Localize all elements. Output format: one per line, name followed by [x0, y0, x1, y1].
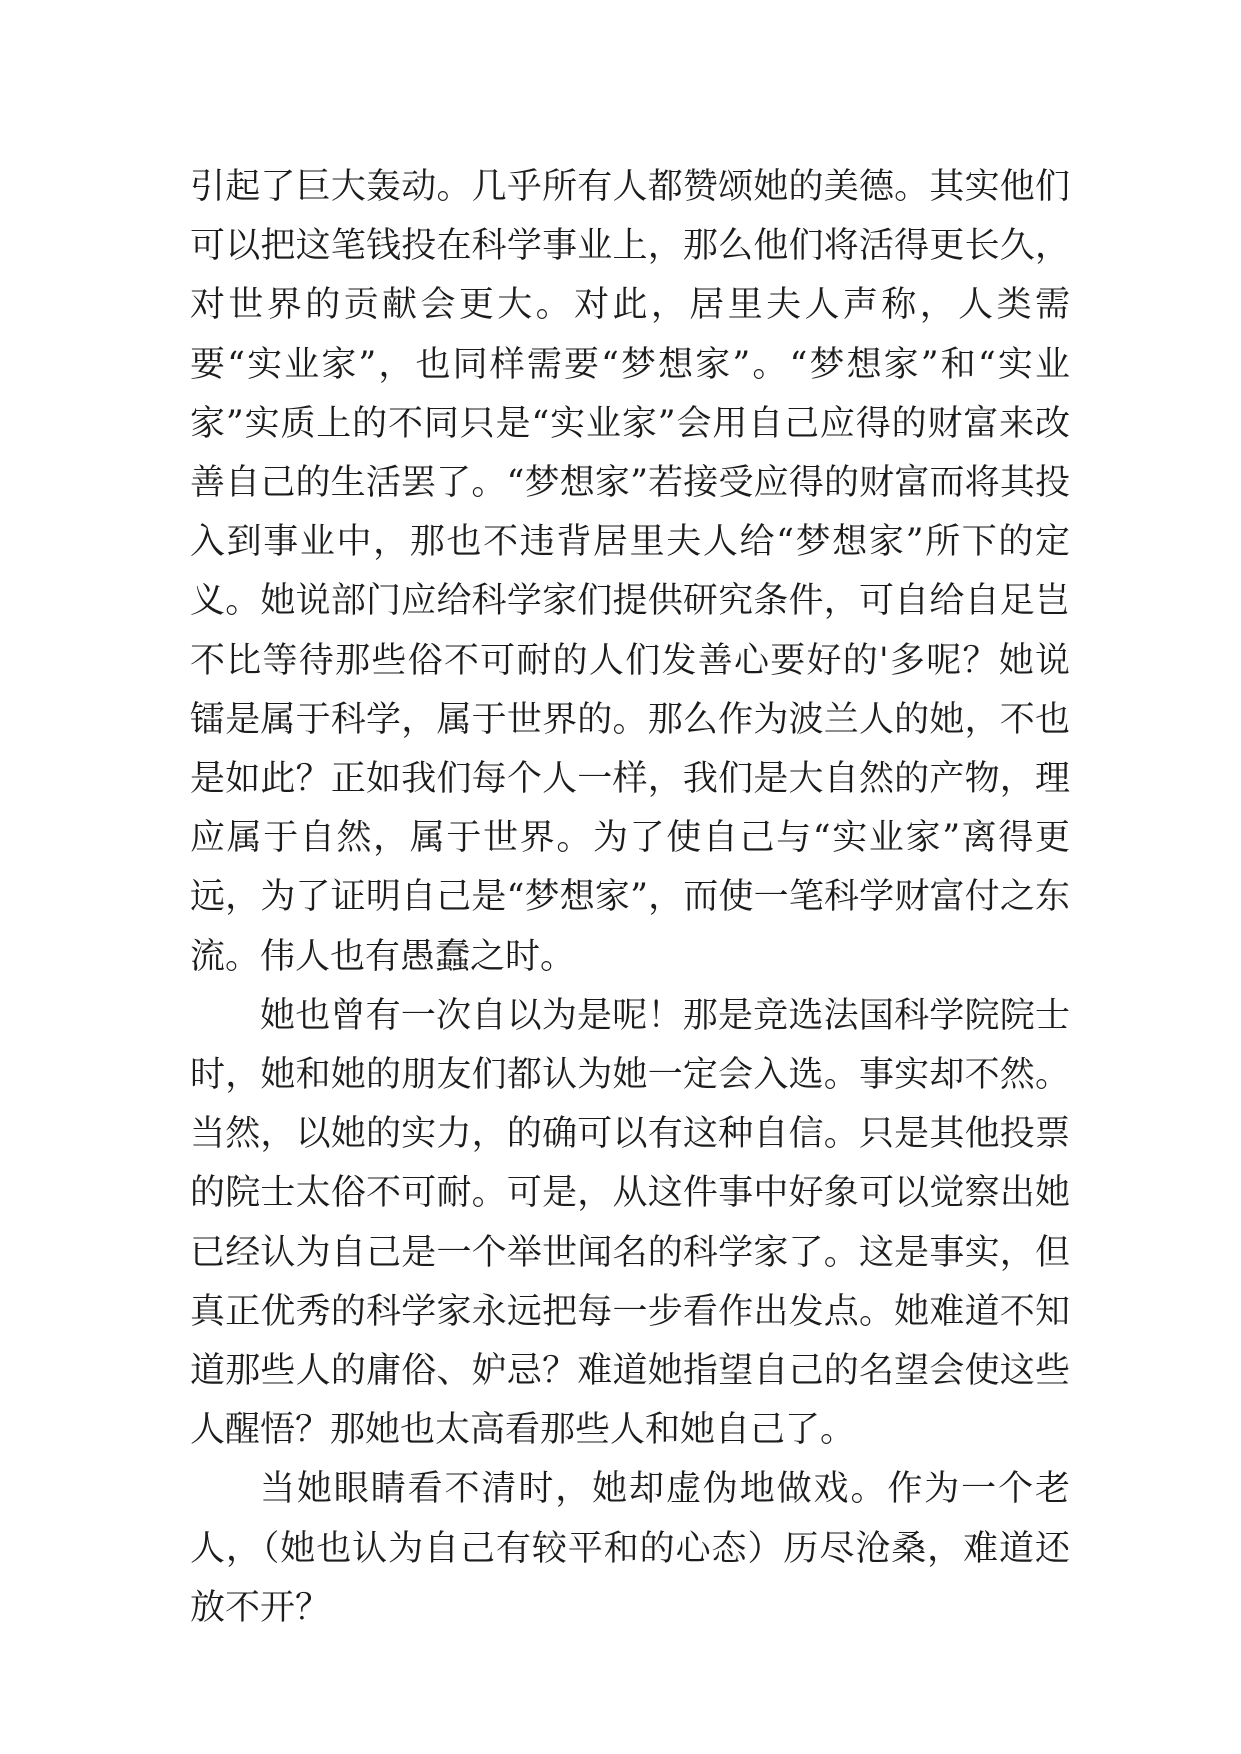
paragraph-1: 引起了巨大轰动。几乎所有人都赞颂她的美德。其实他们可以把这笔钱投在科学事业上，那么他们将活得更长久，对世界的贡献会更大。对此，居里夫人声称，人类需要“实业家”，也同样需要“梦想家”。“梦想家”和“实业家”实质上的不同只是“实业家”会用自己应得的财富来改善自己的生活罢了。“梦想家”若接受应得的财富而将其投入到事业中，那也不违背居里夫人给“梦想家”所下的定义。她说部门应给科学家们提供研究条件，可自给自足岂不比等待那些俗不可耐的人们发善心要好的'多呢？她说镭是属于科学，属于世界的。那么作为波兰人的她，不也是如此？正如我们每个人一样，我们是大自然的产物，理应属于自然，属于世界。为了使自己与“实业家”离得更远，为了证明自己是“梦想家”，而使一笔科学财富付之东流。伟人也有愚蠢之时。 — [190, 167, 1070, 977]
paragraph-3: 当她眼睛看不清时，她却虚伪地做戏。作为一个老人，（她也认为自己有较平和的心态）历尽沧桑，难道还放不开？ — [190, 1469, 1070, 1628]
body-text — [190, 158, 1070, 1638]
paragraph-2: 她也曾有一次自以为是呢！那是竞选法国科学院院士时，她和她的朋友们都认为她一定会入选。事实却不然。当然，以她的实力，的确可以有这种自信。只是其他投票的院士太俗不可耐。可是，从这件事中好象可以觉察出她已经认为自己是一个举世闻名的科学家了。这是事实，但真正优秀的科学家永远把每一步看作出发点。她难道不知道那些人的庸俗、妒忌？难道她指望自己的名望会使这些人醒悟？那她也太高看那些人和她自己了。 — [190, 995, 1070, 1451]
